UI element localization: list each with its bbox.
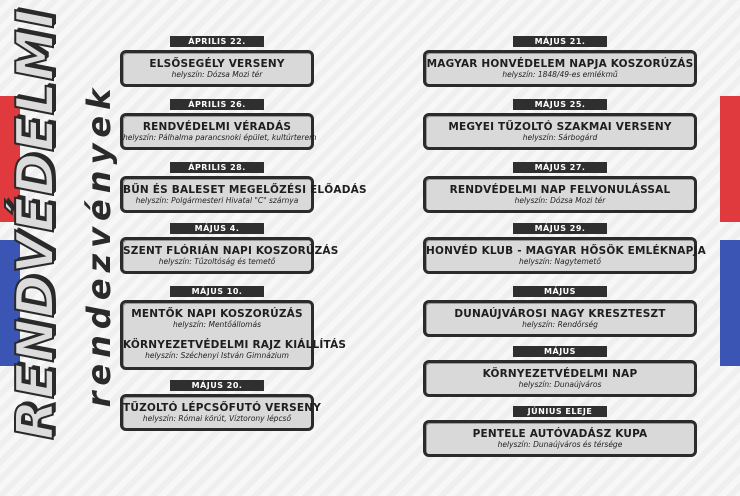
sub-title-text: rendezvények xyxy=(80,82,118,408)
event-date: JÚNIUS ELEJE xyxy=(513,406,607,417)
event-card xyxy=(120,99,317,151)
event-card xyxy=(120,380,322,432)
event-location: helyszín: Széchenyi István Gimnázium xyxy=(145,351,289,360)
event-card xyxy=(120,36,314,88)
event-box xyxy=(120,300,347,370)
event-title: HONVÉD KLUB - MAGYAR HŐSÖK EMLÉKNAPJA xyxy=(426,245,706,257)
event-date: MÁJUS xyxy=(513,286,607,297)
event-box xyxy=(423,237,706,274)
event-box xyxy=(423,113,697,150)
event-date: MÁJUS 27. xyxy=(513,162,607,173)
event-location: helyszín: Pálhalma parancsnoki épület, kultúrterem xyxy=(123,133,317,142)
event-title: BŰN ÉS BALESET MEGELŐZÉSI ELŐADÁS xyxy=(123,184,367,196)
event-date: ÁPRILIS 26. xyxy=(170,99,264,110)
event-box xyxy=(120,176,367,213)
event-date: MÁJUS xyxy=(513,346,607,357)
event-location: helyszín: Mentőállomás xyxy=(172,320,261,329)
event-box xyxy=(423,50,697,87)
event-card xyxy=(423,286,697,338)
event-box xyxy=(423,420,697,457)
main-title xyxy=(6,8,70,440)
event-location: helyszín: Dózsa Mozi tér xyxy=(514,196,606,205)
event-title: MENTŐK NAPI KOSZORÚZÁS xyxy=(131,308,303,320)
event-location: helyszín: Sárbogárd xyxy=(522,133,598,142)
event-card xyxy=(120,223,339,275)
event-title: MAGYAR HONVÉDELEM NAPJA KOSZORÚZÁS xyxy=(426,58,694,70)
event-card xyxy=(423,406,697,458)
event-title: TŰZOLTÓ LÉPCSŐFUTÓ VERSENY xyxy=(123,402,322,414)
event-title: MEGYEI TŰZOLTÓ SZAKMAI VERSENY xyxy=(448,121,672,133)
event-title: PENTELE AUTÓVADÁSZ KUPA xyxy=(472,428,648,440)
event-title: DUNAÚJVÁROSI NAGY KRESZTESZT xyxy=(454,308,666,320)
event-box xyxy=(423,300,697,337)
event-box xyxy=(423,176,697,213)
flag-white xyxy=(720,222,740,240)
event-box xyxy=(423,360,697,397)
event-card xyxy=(423,99,697,151)
event-box xyxy=(120,113,317,150)
event-box xyxy=(120,394,322,431)
sub-title xyxy=(80,75,120,415)
event-location: helyszín: Nagytemető xyxy=(519,257,601,266)
event-date: MÁJUS 25. xyxy=(513,99,607,110)
event-location: helyszín: 1848/49-es emlékmű xyxy=(502,70,618,79)
event-location: helyszín: Dunaújváros és térsége xyxy=(497,440,623,449)
event-title: SZENT FLÓRIÁN NAPI KOSZORÚZÁS xyxy=(123,245,339,257)
event-title: RENDVÉDELMI VÉRADÁS xyxy=(142,121,292,133)
event-box xyxy=(120,237,339,274)
event-title: KÖRNYEZETVÉDELMI NAP xyxy=(482,368,638,380)
event-date: ÁPRILIS 28. xyxy=(170,162,264,173)
flag-red xyxy=(720,96,740,222)
event-card xyxy=(120,286,347,370)
event-location: helyszín: Dunaújváros xyxy=(518,380,602,389)
event-card xyxy=(423,346,697,398)
event-title: KÖRNYEZETVÉDELMI RAJZ KIÁLLÍTÁS xyxy=(123,339,347,351)
event-box xyxy=(120,50,314,87)
event-card xyxy=(423,162,697,214)
event-title: ELSŐSEGÉLY VERSENY xyxy=(149,58,285,70)
event-location: helyszín: Rendőrség xyxy=(522,320,598,329)
event-date: MÁJUS 4. xyxy=(170,223,264,234)
flag-stripe-right xyxy=(720,96,740,366)
event-location: helyszín: Polgármesteri Hivatal "C" szárnya xyxy=(135,196,299,205)
event-date: MÁJUS 10. xyxy=(170,286,264,297)
event-card xyxy=(120,162,367,214)
event-location: helyszín: Tűzoltóság és temető xyxy=(158,257,276,266)
flag-blue xyxy=(720,240,740,366)
event-date: MÁJUS 20. xyxy=(170,380,264,391)
event-date: ÁPRILIS 22. xyxy=(170,36,264,47)
event-date: MÁJUS 21. xyxy=(513,36,607,47)
event-card xyxy=(423,223,706,275)
event-location: helyszín: Római körút, Víztorony lépcső xyxy=(142,414,292,423)
event-location: helyszín: Dózsa Mozi tér xyxy=(171,70,263,79)
event-date: MÁJUS 29. xyxy=(513,223,607,234)
event-card xyxy=(423,36,697,88)
event-title: RENDVÉDELMI NAP FELVONULÁSSAL xyxy=(449,184,671,196)
main-title-text: RENDVÉDELMI xyxy=(6,8,66,440)
